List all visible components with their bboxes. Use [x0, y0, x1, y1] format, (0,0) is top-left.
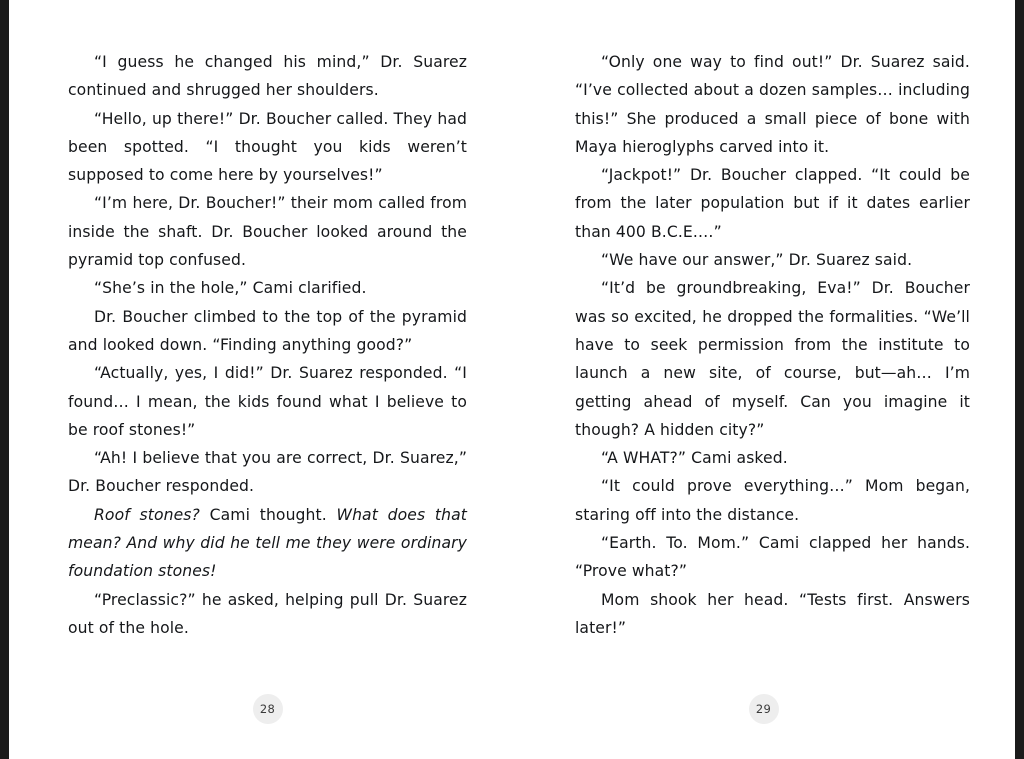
paragraph: “I guess he changed his mind,” Dr. Suarez continued and shrugged her shoulders.	[68, 53, 467, 100]
italic-fragment-attribution: Cami thought.	[199, 505, 337, 524]
text-column-left	[68, 48, 467, 642]
paragraph: “Ah! I believe that you are correct, Dr. Suarez,” Dr. Boucher responded.	[68, 449, 467, 496]
paragraph: “Preclassic?” he asked, helping pull Dr. Suarez out of the hole.	[68, 590, 467, 637]
page-right	[512, 0, 1015, 759]
paragraph: “We have our answer,” Dr. Suarez said.	[601, 251, 913, 270]
paragraph-italic-thought	[68, 501, 467, 586]
page-edge-right	[1015, 0, 1024, 759]
page-left	[9, 0, 512, 759]
paragraph: “Earth. To. Mom.” Cami clapped her hands. “Prove what?”	[575, 534, 970, 581]
paragraph: “It’d be groundbreaking, Eva!” Dr. Boucher was so excited, he dropped the formalities. “We’ll have to seek permission from the institute to launch a new site, of course, but—ah… I’m getting ahead of myself. Can you imagine it though? A hidden city?”	[575, 279, 970, 439]
paragraph: “I’m here, Dr. Boucher!” their mom called from inside the shaft. Dr. Boucher looked around the pyramid top confused.	[68, 194, 467, 270]
page-edge-left	[0, 0, 9, 759]
paragraph: “Jackpot!” Dr. Boucher clapped. “It could be from the later population but if it dates earlier than 400 B.C.E.…”	[575, 166, 970, 241]
italic-fragment-question: Roof stones?	[94, 505, 200, 524]
paragraph: Dr. Boucher climbed to the top of the pyramid and looked down. “Finding anything good?”	[68, 307, 467, 354]
paragraph: “She’s in the hole,” Cami clarified.	[94, 279, 367, 298]
italic-fragment-body: What does that mean? And why did he tell me they were ordinary foundation stones!	[68, 505, 467, 581]
paragraph: “A WHAT?” Cami asked.	[601, 449, 788, 468]
paragraph: “Only one way to find out!” Dr. Suarez said. “I’ve collected about a dozen samples… including this!” She produced a small piece of bone with Maya hieroglyphs carved into it.	[575, 53, 970, 156]
page-number-badge: 29	[749, 694, 779, 724]
paragraph: “It could prove everything…” Mom began, staring off into the distance.	[575, 477, 970, 524]
page-number-badge: 28	[253, 694, 283, 724]
paragraph: Mom shook her head. “Tests first. Answers later!”	[575, 590, 970, 637]
text-column-right	[575, 48, 970, 642]
paragraph: “Hello, up there!” Dr. Boucher called. They had been spotted. “I thought you kids weren’t supposed to come here by yourselves!”	[68, 109, 467, 185]
paragraph: “Actually, yes, I did!” Dr. Suarez responded. “I found… I mean, the kids found what I believe to be roof stones!”	[68, 364, 467, 439]
page-number-right	[512, 694, 1015, 724]
page-number-left	[9, 694, 512, 724]
pages-container	[9, 0, 1015, 759]
